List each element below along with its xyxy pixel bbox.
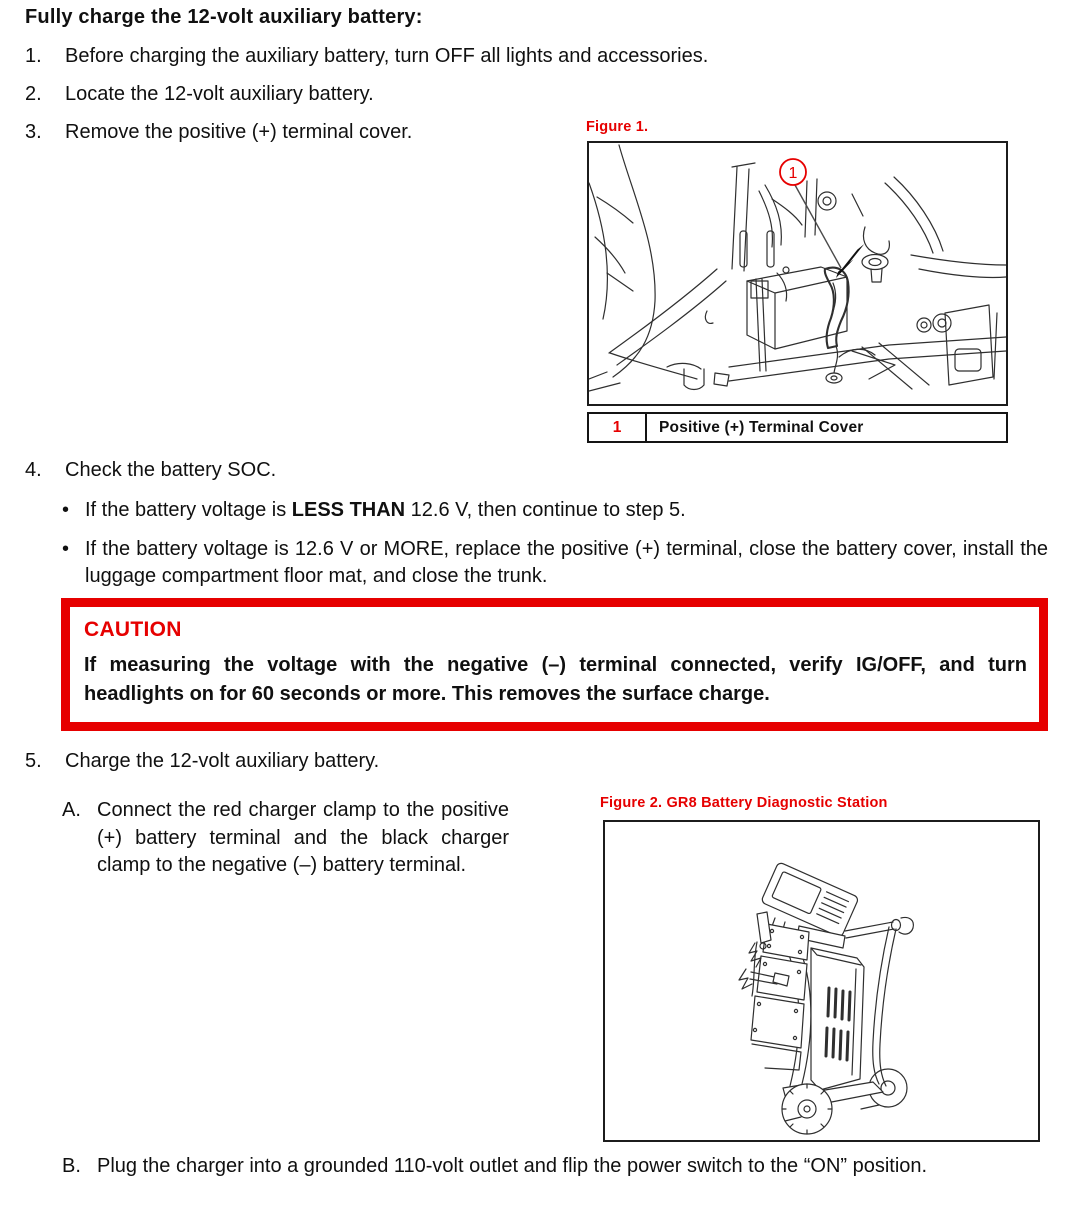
callout-leader-line [795,185,841,268]
step-text: Locate the 12-volt auxiliary battery. [65,83,374,105]
callout-1-marker [780,159,806,185]
step-item-5 [25,749,585,774]
step-text: Remove the positive (+) terminal cover. [65,121,413,143]
handle-bar [845,922,893,931]
arrow-icon [836,244,864,278]
figure1-legend-table [587,412,1008,443]
substep-b [62,1152,1014,1181]
step-number: 5. [25,750,42,772]
bullet-text: If the battery voltage is LESS THAN 12.6 V, then continue to step 5. [85,499,686,521]
legend-label-cell: Positive (+) Terminal Cover [659,418,864,436]
callout-1-number: 1 [788,165,798,182]
step-text: Charge the 12-volt auxiliary battery. [65,750,380,772]
step-text: Check the battery SOC. [65,459,277,481]
substep-letter: A. [62,799,81,821]
step-text: Before charging the auxiliary battery, turn OFF all lights and accessories. [65,45,709,67]
step-number: 4. [25,459,42,481]
figure2-frame [603,820,1040,1142]
bullet-item-more [62,536,1048,590]
step-number: 3. [25,121,42,143]
substep-a [62,797,509,880]
figure1-frame [587,141,1008,406]
caution-label: CAUTION [84,618,182,641]
figure1-caption: Figure 1. [586,119,649,135]
figure2-illustration [605,822,1038,1140]
bullet-text: If the battery voltage is 12.6 V or MORE, replace the positive (+) terminal, close the battery cover, install the luggage compartment floor mat, and close the trunk. [85,538,1048,587]
caution-box [61,598,1048,731]
step-item-2 [25,82,875,107]
clamp-icon [757,912,771,943]
caution-text: If measuring the voltage with the negative (–) terminal connected, verify IG/OFF, and turn headlights on for 60 seconds or more. This removes the surface charge. [84,654,1027,705]
step-item-1 [25,44,875,69]
legend-key-cell: 1 [589,414,647,441]
figure1-illustration [589,143,1006,404]
figure2-caption: Figure 2. GR8 Battery Diagnostic Station [600,795,888,811]
substep-text: Plug the charger into a grounded 110-volt outlet and flip the power switch to the “ON” position. [97,1155,928,1177]
step-number: 1. [25,45,42,67]
step-item-4 [25,458,585,483]
step-item-3 [25,120,585,145]
section-heading: Fully charge the 12-volt auxiliary battery: [25,6,423,28]
substep-text: Connect the red charger clamp to the positive (+) battery terminal and the black charger clamp to the negative (–) battery terminal. [97,799,509,876]
bullet-item-less-than [62,497,1048,524]
step-number: 2. [25,83,42,105]
substep-letter: B. [62,1155,81,1177]
wheel [782,1084,832,1134]
bullet-dot [62,536,85,590]
bullet-dot [62,497,85,524]
